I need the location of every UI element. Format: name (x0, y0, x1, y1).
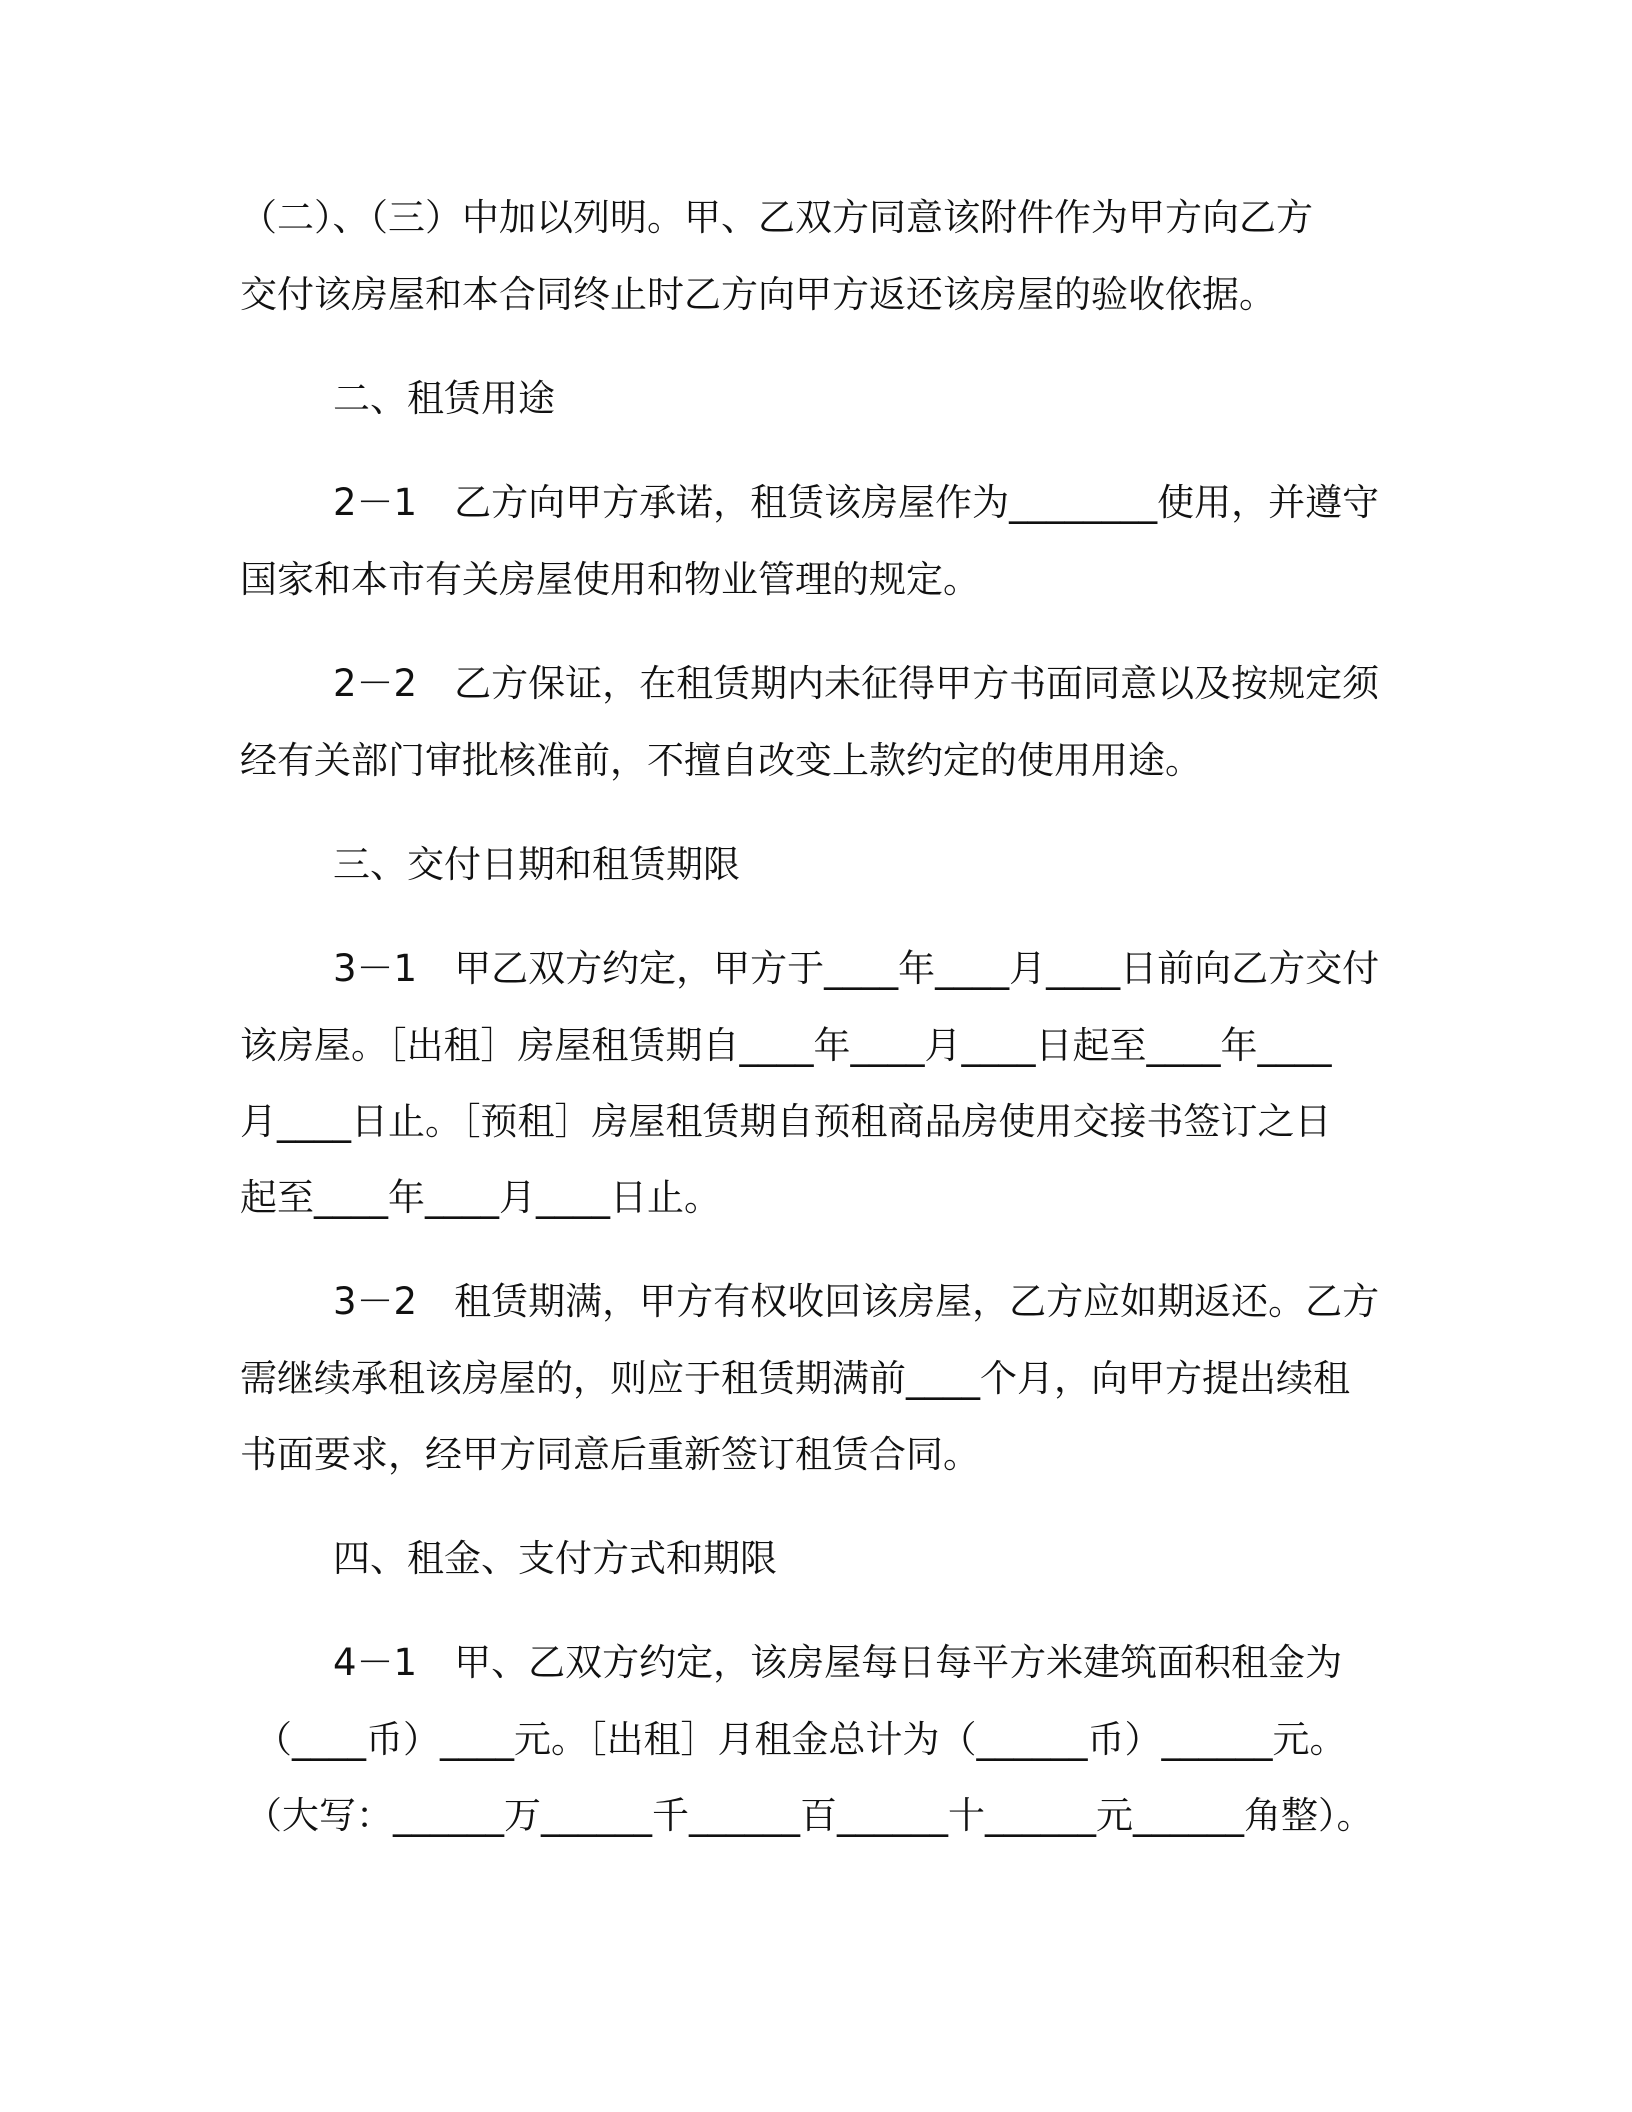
clause-line: 4－1 甲、乙双方约定，该房屋每日每平方米建筑面积租金为 (333, 1641, 1343, 1684)
section-heading: 三、交付日期和租赁期限 (333, 843, 740, 886)
section-heading: 二、租赁用途 (333, 377, 555, 420)
paragraph-line: 书面要求，经甲方同意后重新签订租赁合同。 (240, 1433, 980, 1476)
paragraph-line: 月____日止。［预租］房屋租赁期自预租商品房使用交接书签订之日 (240, 1100, 1332, 1143)
paragraph-line: （大写：______万______千______百______十______元______角整）。 (245, 1794, 1374, 1837)
paragraph-line: （____币）____元。［出租］月租金总计为（______币）______元。 (255, 1718, 1347, 1761)
paragraph-line: （二）、（三）中加以列明。甲、乙双方同意该附件作为甲方向乙方 (240, 196, 1313, 239)
paragraph-line: 起至____年____月____日止。 (240, 1176, 721, 1219)
paragraph-line: 经有关部门审批核准前，不擅自改变上款约定的使用用途。 (240, 739, 1202, 782)
paragraph-line: 国家和本市有关房屋使用和物业管理的规定。 (240, 558, 980, 601)
clause-line: 3－2 租赁期满，甲方有权收回该房屋，乙方应如期返还。乙方 (333, 1280, 1380, 1323)
paragraph-line: 该房屋。［出租］房屋租赁期自____年____月____日起至____年____ (240, 1024, 1332, 1067)
clause-line: 2－1 乙方向甲方承诺，租赁该房屋作为________使用，并遵守 (333, 481, 1380, 524)
paragraph-line: 交付该房屋和本合同终止时乙方向甲方返还该房屋的验收依据。 (240, 273, 1276, 316)
clause-line: 3－1 甲乙双方约定，甲方于____年____月____日前向乙方交付 (333, 947, 1380, 990)
section-heading: 四、租金、支付方式和期限 (333, 1537, 777, 1580)
paragraph-line: 需继续承租该房屋的，则应于租赁期满前____个月，向甲方提出续租 (240, 1357, 1350, 1400)
clause-line: 2－2 乙方保证，在租赁期内未征得甲方书面同意以及按规定须 (333, 662, 1380, 705)
